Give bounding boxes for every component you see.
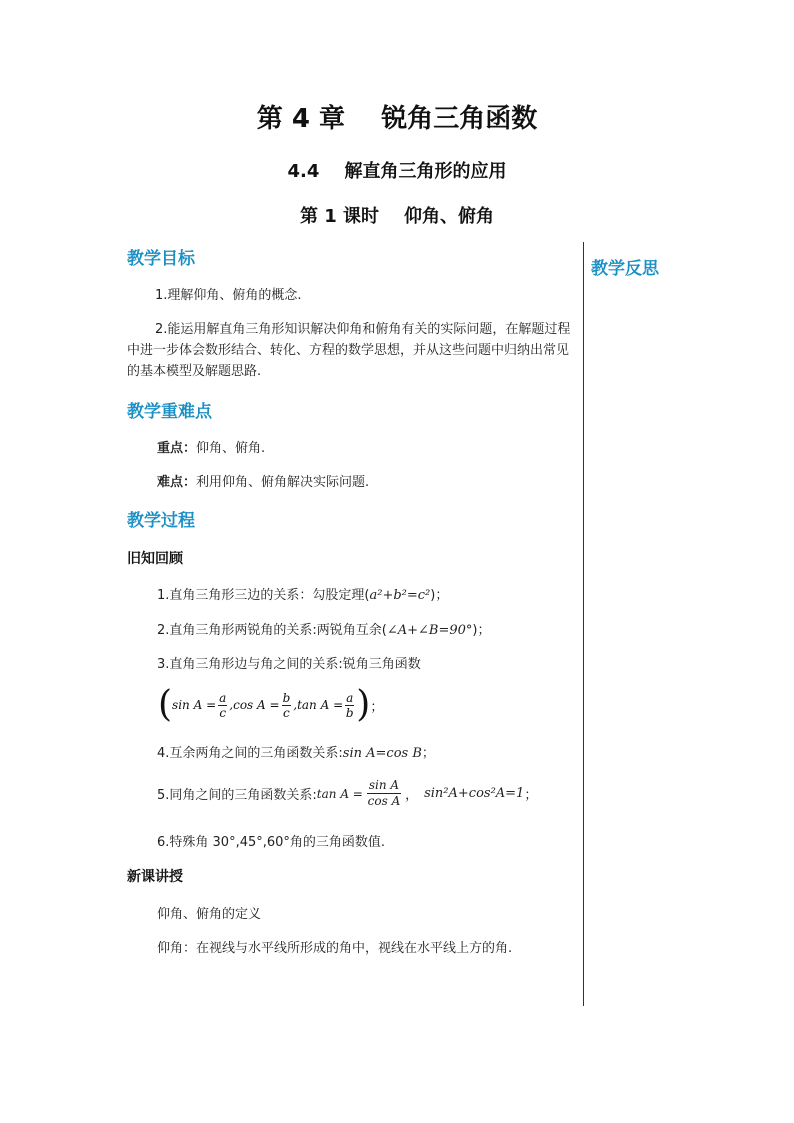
- review-item-1-prefix: 1.直角三角形三边的关系：勾股定理(: [157, 588, 370, 603]
- process-heading: 教学过程: [127, 511, 195, 531]
- key-text: 仰角、俯角.: [196, 441, 266, 456]
- review-item-5-suffix: ，: [405, 788, 419, 803]
- new-lesson-intro: 仰角、俯角的定义: [157, 907, 262, 922]
- section-title: 4.4 解直角三角形的应用: [287, 161, 507, 182]
- review-item-3: 3.直角三角形边与角之间的关系:锐角三角函数: [157, 657, 421, 672]
- review-item-1: [157, 584, 448, 603]
- review-item-5-prefix: 5.同角之间的三角函数关系:: [157, 788, 317, 803]
- column-divider: [583, 242, 584, 1006]
- key-point: [157, 437, 265, 456]
- review-heading: 旧知回顾: [127, 551, 183, 567]
- elevation-definition: 仰角：在视线与水平线所形成的角中，视线在水平线上方的角.: [157, 941, 513, 956]
- objective-item-1: 1.理解仰角、俯角的概念.: [155, 288, 302, 303]
- left-paren: (: [158, 684, 173, 725]
- keypoints-heading: 教学重难点: [127, 402, 212, 422]
- chapter-title: 第 4 章 锐角三角函数: [256, 104, 538, 134]
- objective-item-2: 2.能运用解直角三角形知识解决仰角和俯角有关的实际问题，在解题过程中进一步体会数形结合、转化、方程的数学思想，并从这些问题中归纳出常见的基本模型及解题思路.: [127, 322, 571, 379]
- review-item-4-math: sin A=cos B: [342, 746, 422, 761]
- tan2-num: sin A: [368, 778, 400, 792]
- review-item-5-identity: sin²A+cos²A=1: [424, 786, 525, 801]
- review-item-4-prefix: 4.互余两角之间的三角函数关系:: [157, 746, 343, 761]
- review-item-2: [157, 619, 491, 638]
- difficult-point: [157, 471, 369, 490]
- review-item-2-math: ∠A+∠B=90°: [386, 623, 473, 638]
- new-lesson-heading: 新课讲授: [127, 869, 183, 885]
- tan-fraction: [345, 691, 354, 720]
- review-item-2-suffix: )；: [472, 623, 491, 638]
- review-item-4: [157, 742, 435, 761]
- sin-den: c: [219, 705, 227, 720]
- tan-num: a: [346, 690, 354, 705]
- review-item-2-prefix: 2.直角三角形两锐角的关系:两锐角互余(: [157, 623, 387, 638]
- tan2-den: cos A: [367, 794, 401, 808]
- review-item-5: [157, 778, 537, 809]
- lesson-title: 第 1 课时 仰角、俯角: [299, 206, 495, 227]
- tan2-fraction: [367, 778, 401, 809]
- cos-num: b: [282, 690, 291, 705]
- difficult-label: 难点：: [157, 475, 197, 490]
- right-paren: ): [356, 684, 371, 725]
- difficult-text: 利用仰角、俯角解决实际问题.: [196, 475, 370, 490]
- review-item-6: 6.特殊角 30°,45°,60°角的三角函数值.: [157, 835, 386, 850]
- review-item-1-suffix: )；: [430, 588, 449, 603]
- tan2-lhs: tan A =: [316, 786, 363, 801]
- reflection-heading: 教学反思: [591, 259, 659, 279]
- review-item-5-end: ；: [524, 788, 538, 803]
- key-label: 重点：: [157, 441, 197, 456]
- review-item-4-suffix: ；: [421, 746, 435, 761]
- sin-num: a: [219, 690, 227, 705]
- sin-lhs: sin A =: [172, 698, 217, 712]
- review-item-1-math: a²+b²=c²: [369, 588, 431, 603]
- trig-ratio-formulas: [158, 686, 383, 724]
- tan-lhs: ,tan A =: [293, 698, 344, 712]
- formula-end: ；: [370, 699, 384, 715]
- sin-fraction: [218, 691, 227, 720]
- tan-den: b: [345, 705, 354, 720]
- objectives-heading: 教学目标: [127, 249, 195, 269]
- cos-fraction: [282, 691, 292, 720]
- cos-lhs: ,cos A =: [229, 698, 280, 712]
- cos-den: c: [283, 705, 290, 720]
